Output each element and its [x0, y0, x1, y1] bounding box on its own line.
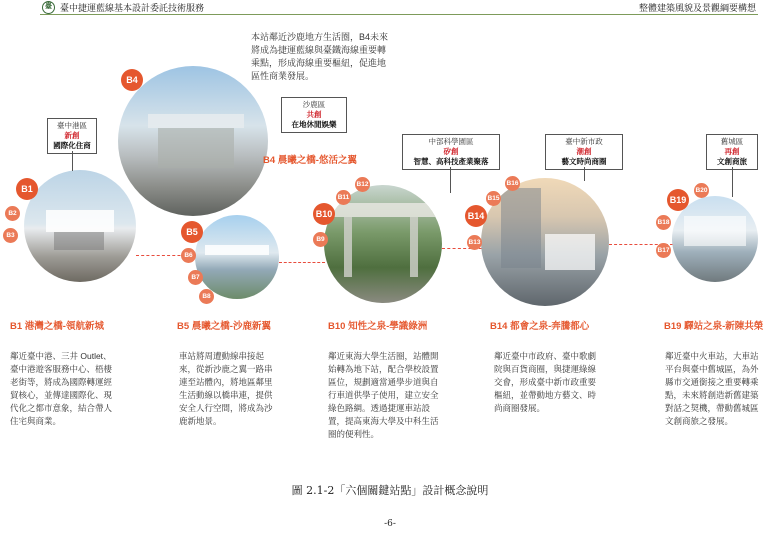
callout-science-park: 中部科學園區 矽創 智慧、高科技產業聚落	[402, 134, 500, 170]
station-badge-b12: B12	[355, 177, 370, 192]
station-photo-b1	[24, 170, 136, 282]
station-badge-b3: B3	[3, 228, 18, 243]
station-badge-b4: B4	[121, 69, 143, 91]
station-title-b5: B5 晨曦之橋-沙鹿新翼	[177, 321, 271, 332]
callout-old-city: 舊城區 再創 文創商旅	[706, 134, 758, 170]
station-badge-b10: B10	[313, 203, 335, 225]
station-desc-b14: 鄰近臺中市政府、臺中歌劇 院與百貨商圈，與捷運綠線 交會，形成臺中新市政重要 樞紐，並帶動地方藝文、時 尚商圈發展。	[494, 351, 597, 413]
callout-leader	[584, 167, 585, 181]
page-number: -6-	[384, 519, 396, 529]
station-badge-b14: B14	[465, 205, 487, 227]
station-badge-b1: B1	[16, 178, 38, 200]
station-photo-b5	[195, 215, 279, 299]
station-badge-b16: B16	[505, 176, 520, 191]
station-desc-b19: 鄰近臺中火車站，大車站 平台與臺中舊城區，為外 縣市交通銜接之重要轉乘 點，未來將創造新舊建築 對話之契機，帶動舊城區 文創商旅之發展。	[665, 351, 759, 426]
callout-leader	[732, 167, 733, 197]
station-desc-b1: 鄰近臺中港、三井 Outlet、 臺中港遊客服務中心、梧棲 老街等，將成為國際轉運經 貿核心，並傳達國際化、現 代化之都市意象，結合帶人 住宅與商業。	[10, 351, 113, 426]
station-badge-b17: B17	[656, 243, 671, 258]
header-project-title: 臺中捷運藍線基本設計委託技術服務	[60, 3, 205, 13]
station-badge-b15: B15	[486, 191, 501, 206]
station-photo-b19	[672, 196, 758, 282]
station-badge-b2: B2	[5, 206, 20, 221]
station-photo-b4	[118, 66, 268, 216]
b4-station-title: B4 晨曦之橋-悠活之翼	[263, 155, 357, 166]
callout-leader	[450, 167, 451, 193]
b4-description: 本站鄰近沙鹿地方生活圈，B4未來將成為捷運藍線與臺鐵海線重要轉乘點，形成海線重要樞紐，促進地區性商業發展。	[251, 32, 389, 81]
station-title-b19: B19 驛站之泉-新陳共榮	[664, 321, 764, 332]
station-desc-b10: 鄰近東海大學生活圈，站體開 始轉為地下站，配合學校設置 區位，規劃適當通學步道與自 行車道供學子使用，建立安全 綠色路網。透過捷運車站設 置，提高東海大學及中科生活 圈的便利性。	[328, 351, 439, 439]
station-title-b14: B14 都會之泉-奔騰都心	[490, 321, 590, 332]
station-badge-b13: B13	[467, 235, 482, 250]
callout-shalu: 沙鹿區 共創 在地休閒娛樂	[281, 97, 347, 133]
header-section-title: 整體建築風貌及景觀綱要構想	[638, 3, 756, 13]
station-badge-b11: B11	[336, 190, 351, 205]
station-badge-b20: B20	[694, 183, 709, 198]
station-badge-b8: B8	[199, 289, 214, 304]
callout-taichung-port: 臺中港區 新創 國際化住商	[47, 118, 97, 154]
callout-civic-center: 臺中新市政 潮創 藝文時尚商圈	[545, 134, 623, 170]
station-title-b1: B1 港灣之橋-領航新城	[10, 321, 104, 332]
station-desc-b5: 車站將周遭動線串接起 來，從新沙鹿之翼一路串 連至站體內，將地區鄰里 生活動線以橋串連，提供 安全人行空間，將成為沙 鹿新地景。	[179, 351, 273, 426]
logo-icon: 臺	[42, 1, 55, 14]
header-divider	[40, 14, 758, 15]
station-title-b10: B10 知性之泉-學識綠洲	[328, 321, 428, 332]
route-line	[279, 262, 325, 263]
station-badge-b5: B5	[181, 221, 203, 243]
station-badge-b18: B18	[656, 215, 671, 230]
station-badge-b9: B9	[313, 232, 328, 247]
figure-caption: 圖 2.1-2「六個關鍵站點」設計概念說明	[291, 484, 489, 497]
station-badge-b19: B19	[667, 189, 689, 211]
station-badge-b6: B6	[181, 248, 196, 263]
page-header	[0, 0, 780, 14]
callout-leader	[72, 151, 73, 171]
station-badge-b7: B7	[188, 270, 203, 285]
